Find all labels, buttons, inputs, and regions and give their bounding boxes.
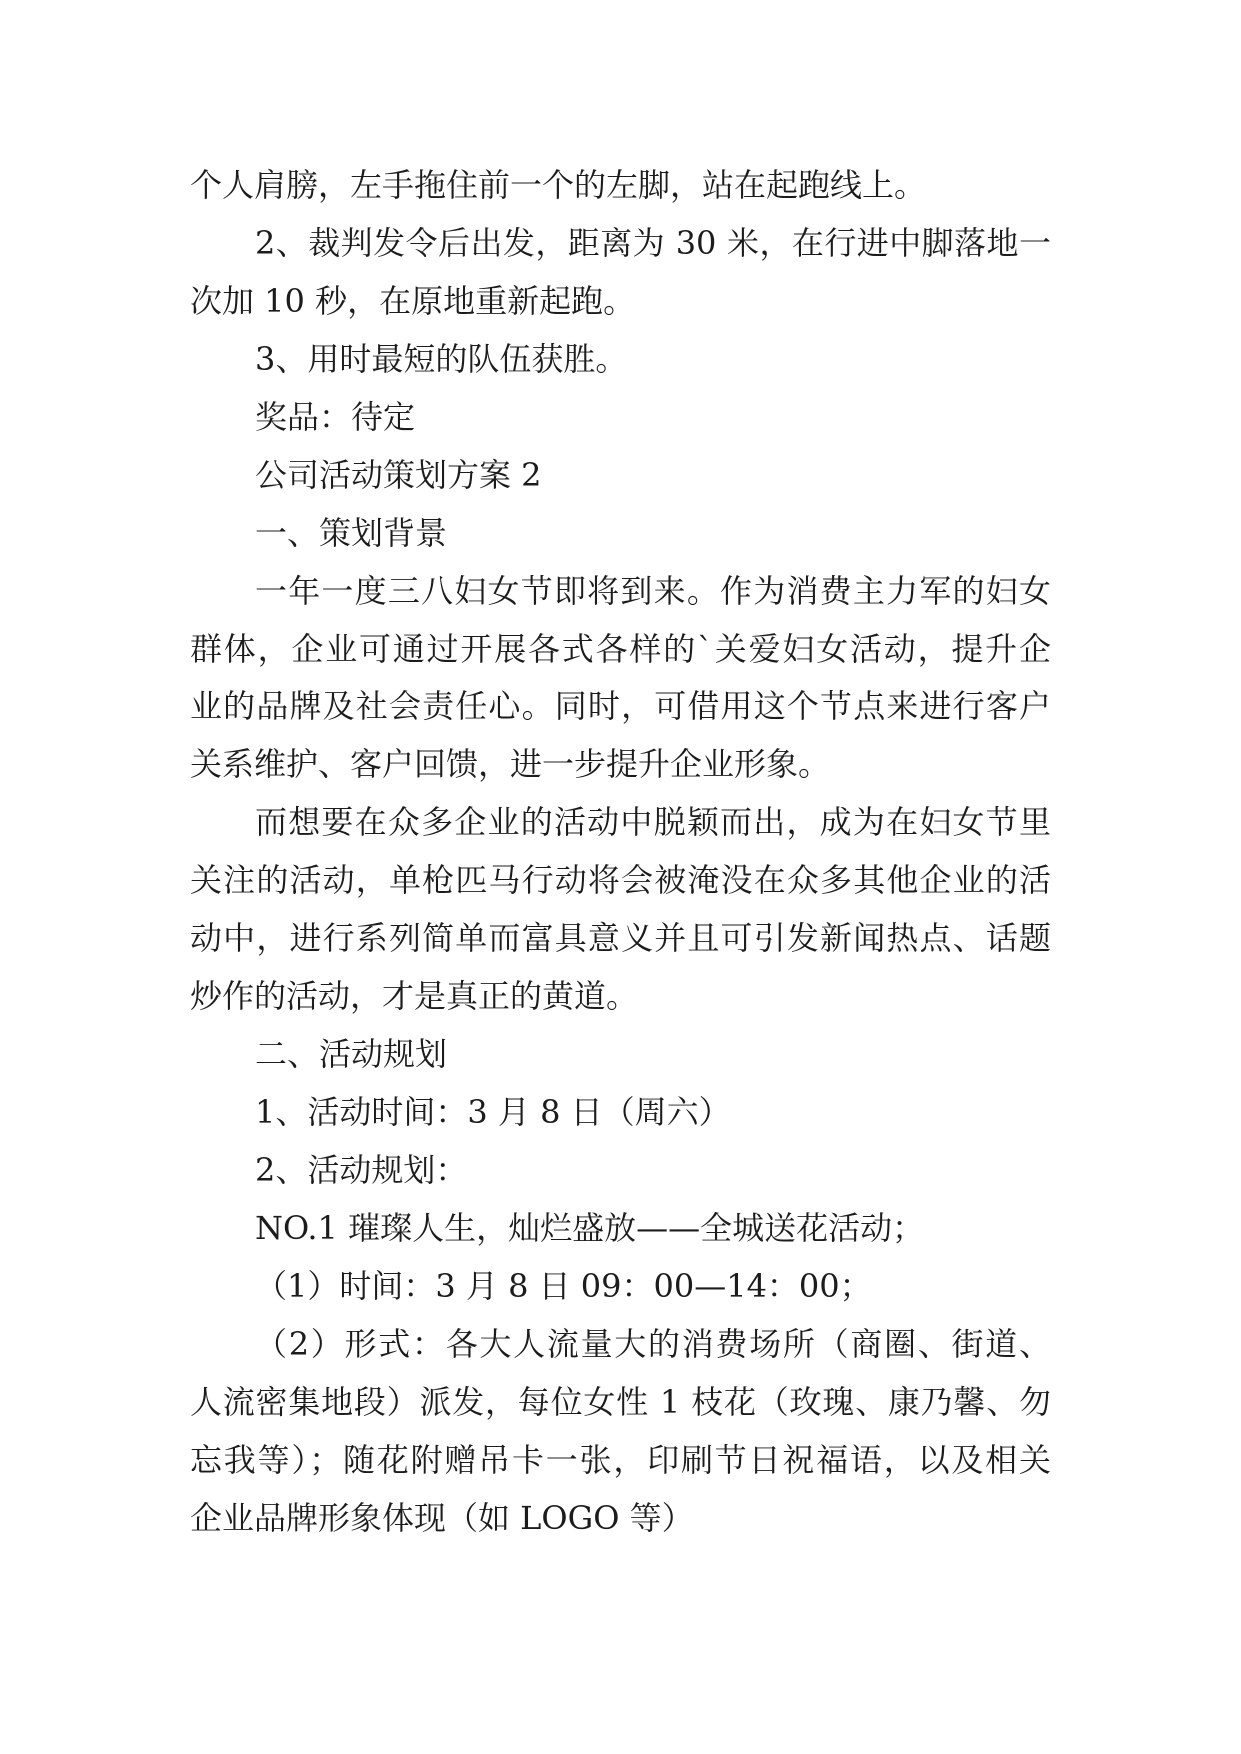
text-line: 忘我等）；随花附赠吊卡一张，印刷节日祝福语，以及相关 [190,1440,1051,1479]
text-line: 动中，进行系列简单而富具意义并且可引发新闻热点、话题 [190,919,1051,958]
text-line: 关系维护、客户回馈，进一步提升企业形象。 [190,745,831,784]
text-line: 而想要在众多企业的活动中脱颖而出，成为在妇女节里 [255,803,1051,842]
text-line: 个人肩膀，左手拖住前一个的左脚，站在起跑线上。 [190,166,927,204]
text-line: 奖品：待定 [255,397,416,436]
text-line: 3、用时最短的队伍获胜。 [255,339,628,378]
text-line: 人流密集地段）派发，每位女性 1 枝花（玫瑰、康乃馨、勿 [190,1382,1051,1421]
text-line: 2、活动规划： [255,1150,468,1189]
text-line: 企业品牌形象体现（如 LOGO 等） [190,1498,694,1537]
text-line: 次加 10 秒，在原地重新起跑。 [190,281,636,320]
text-line: 1、活动时间：3 月 8 日（周六） [255,1093,731,1131]
text-line: （2）形式：各大人流量大的消费场所（商圈、街道、 [255,1324,1051,1363]
text-line: 2、裁判发令后出发，距离为 30 米，在行进中脚落地一 [255,223,1051,262]
document-body [190,157,1051,1548]
text-line: （1）时间：3 月 8 日 09：00—14：00； [255,1266,872,1305]
text-line: NO.1 璀璨人生，灿烂盛放——全城送花活动； [255,1208,925,1247]
text-line: 一年一度三八妇女节即将到来。作为消费主力军的妇女 [255,571,1051,610]
section-heading: 一、策划背景 [255,513,448,552]
section-heading: 二、活动规划 [255,1035,448,1074]
text-line: 业的品牌及社会责任心。同时，可借用这个节点来进行客户 [190,687,1051,726]
section-title: 公司活动策划方案 2 [255,455,542,494]
text-line: 群体，企业可通过开展各式各样的`关爱妇女活动，提升企 [190,629,1051,668]
text-line: 关注的活动，单枪匹马行动将会被淹没在众多其他企业的活 [190,861,1051,900]
text-line: 炒作的活动，才是真正的黄道。 [190,977,639,1016]
